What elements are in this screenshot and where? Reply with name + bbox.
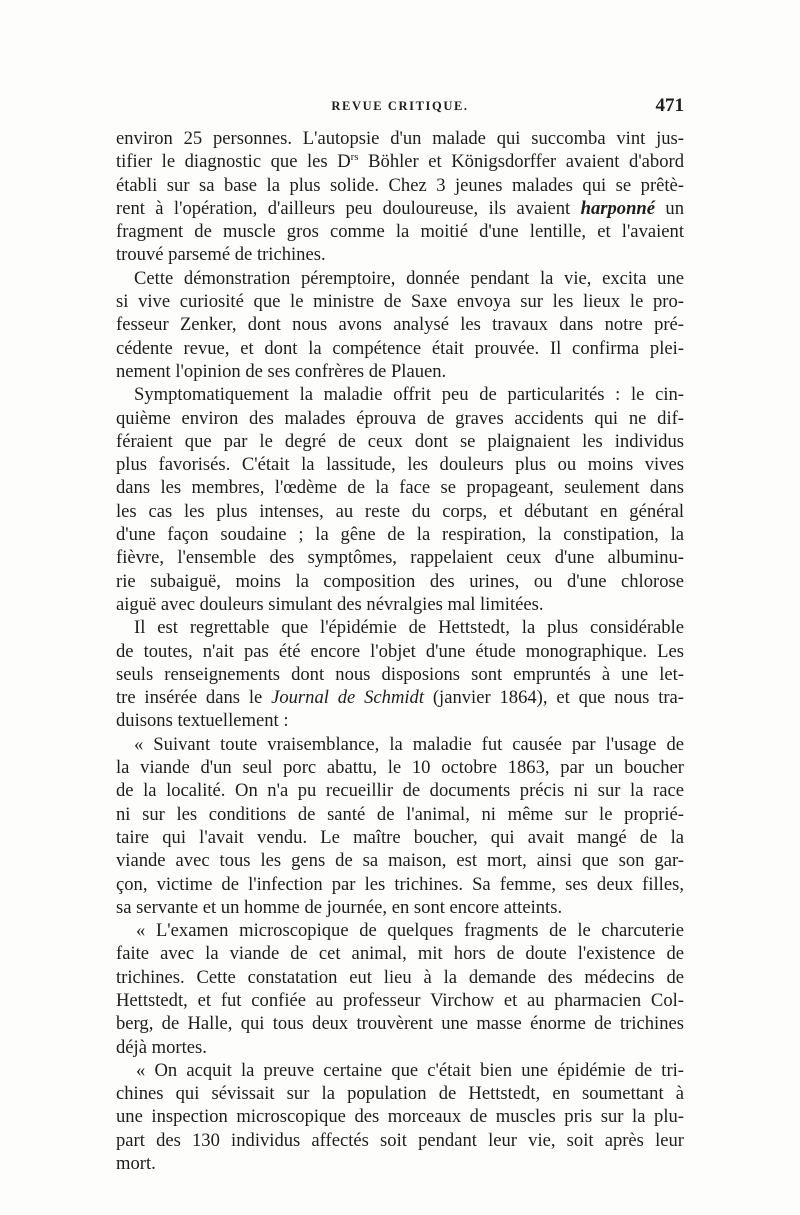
text-line: féraient que par le degré de ceux dont se plaignaient les individus: [116, 430, 684, 452]
text-line: [116, 150, 684, 173]
text-line: une inspection microscopique des morceaux de muscles pris sur la plu-: [116, 1106, 684, 1128]
text-line: « L'examen microscopique de quelques fragments de le charcuterie: [136, 920, 684, 942]
text-segment: (janvier 1864), et que nous tra-: [424, 687, 684, 709]
text-line: quième environ des malades éprouva de graves accidents qui ne dif-: [116, 407, 684, 429]
text-line: [116, 197, 684, 220]
text-line: çon, victime de l'infection par les trichines. Sa femme, ses deux filles,: [116, 873, 684, 895]
text-line: cédente revue, et dont la compétence était prouvée. Il confirma plei-: [116, 337, 684, 359]
text-line: trouvé parsemé de trichines.: [116, 244, 326, 266]
text-line: sa servante et un homme de journée, en sont encore atteints.: [116, 896, 563, 918]
text-line: d'une façon soudaine ; la gêne de la respiration, la constipation, la: [116, 524, 684, 546]
text-line: taire qui l'avait vendu. Le maître boucher, qui avait mangé de la: [116, 826, 684, 848]
text-line: part des 130 individus affectés soit pendant leur vie, soit après leur: [116, 1129, 684, 1151]
text-line: si vive curiosité que le ministre de Saxe envoya sur les lieux le pro-: [116, 291, 684, 313]
text-line: « On acquit la preuve certaine que c'était bien une épidémie de tri-: [136, 1059, 684, 1081]
text-line: environ 25 personnes. L'autopsie d'un malade qui succomba vint jus-: [116, 128, 684, 149]
text-line: duisons textuellement :: [116, 710, 289, 732]
text-line: trichines. Cette constatation eut lieu à la demande des médecins de: [116, 966, 684, 988]
text-line: Hettstedt, et fut confiée au professeur Virchow et au pharmacien Col-: [116, 989, 684, 1011]
text-line: Il est regrettable que l'épidémie de Hettstedt, la plus considérable: [134, 617, 684, 639]
text-line: la viande d'un seul porc abattu, le 10 octobre 1863, par un boucher: [116, 757, 684, 779]
text-line: berg, de Halle, qui tous deux trouvèrent une masse énorme de trichines: [116, 1013, 684, 1035]
page-number: 471: [655, 95, 684, 116]
text-line: [116, 686, 684, 709]
superscript: rs: [350, 151, 359, 164]
text-line: de la localité. On n'a pu recueillir de documents précis ni sur la race: [116, 780, 684, 802]
page-header: [116, 95, 684, 121]
text-line: Symptomatiquement la maladie offrit peu de particularités : le cin-: [134, 384, 684, 406]
text-segment: Böhler et Königsdorffer avaient d'abord: [358, 151, 685, 173]
text-line: rie subaiguë, moins la composition des urines, ou d'une chlorose: [116, 570, 684, 592]
text-line: chines qui sévissait sur la population de Hettstedt, en soumettant à: [116, 1083, 684, 1105]
emphasis-word: harponné: [580, 197, 656, 219]
text-line: « Suivant toute vraisemblance, la maladie fut causée par l'usage de: [134, 733, 684, 755]
running-title: REVUE CRITIQUE.: [331, 99, 469, 113]
text-line: nement l'opinion de ses confrères de Plauen.: [116, 360, 447, 382]
text-segment: tre insérée dans le: [116, 687, 272, 709]
text-line: fragment de muscle gros comme la moitié d'une lentille, et l'avaient: [116, 221, 684, 243]
text-line: les cas les plus intenses, au reste du corps, et débutant en général: [116, 500, 684, 522]
text-line: Cette démonstration péremptoire, donnée pendant la vie, excita une: [134, 267, 684, 289]
text-segment: rent à l'opération, d'ailleurs peu douloureuse, ils avaient: [116, 197, 581, 219]
text-line: fesseur Zenker, dont nous avons analysé les travaux dans notre pré-: [116, 314, 684, 336]
text-line: fièvre, l'ensemble des symptômes, rappelaient ceux d'une albuminu-: [116, 547, 684, 569]
text-line: viande avec tous les gens de sa maison, est mort, ainsi que son gar-: [116, 850, 684, 872]
text-line: établi sur sa base la plus solide. Chez 3 jeunes malades qui se prêtè-: [116, 174, 684, 196]
text-line: aiguë avec douleurs simulant des névralgies mal limitées.: [116, 593, 544, 615]
text-line: mort.: [116, 1153, 156, 1175]
journal-title: Journal de Schmidt: [271, 687, 425, 709]
text-line: dans les membres, l'œdème de la face se propageant, seulement dans: [116, 477, 684, 499]
text-line: ni sur les conditions de santé de l'animal, ni même sur le proprié-: [116, 803, 684, 825]
text-line: de toutes, n'ait pas été encore l'objet d'une étude monographique. Les: [116, 640, 684, 662]
body-text: [116, 127, 684, 1175]
text-line: déjà mortes.: [116, 1036, 207, 1058]
text-line: faite avec la viande de cet animal, mit hors de doute l'existence de: [116, 943, 684, 965]
text-line: plus favorisés. C'était la lassitude, les douleurs plus ou moins vives: [116, 454, 684, 476]
text-segment: un: [655, 197, 684, 219]
text-line: seuls renseignements dont nous disposions sont empruntés à une let-: [116, 663, 684, 685]
text-segment: tifier le diagnostic que les D: [116, 151, 351, 173]
